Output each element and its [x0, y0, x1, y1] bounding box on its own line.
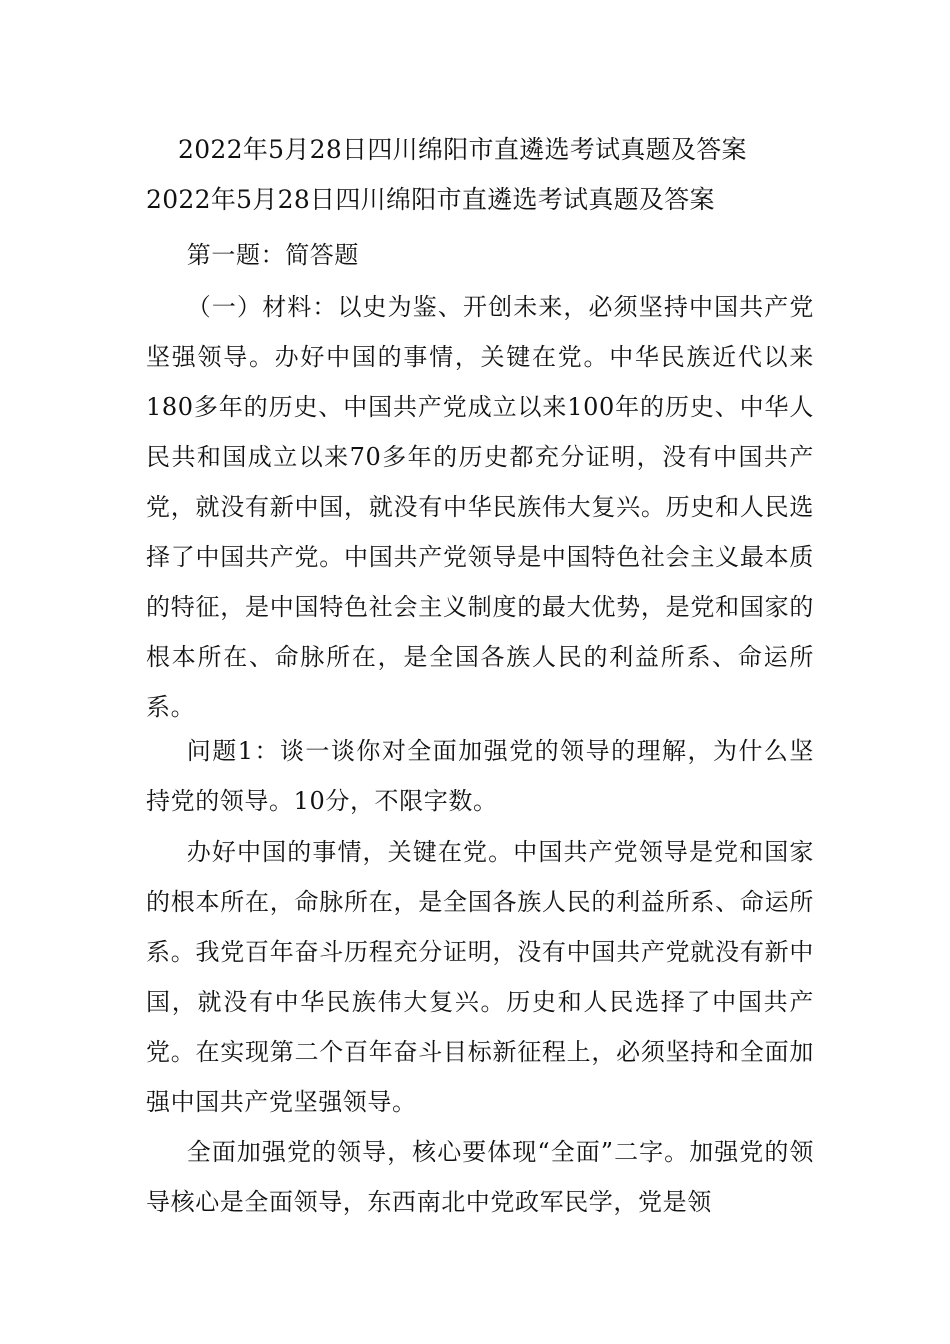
- section-heading: 第一题：简答题: [186, 241, 359, 269]
- question-paragraph: 问题1：谈一谈你对全面加强党的领导的理解，为什么坚持党的领导。10分，不限字数。: [146, 737, 814, 815]
- material-paragraph: （一）材料：以史为鉴、开创未来，必须坚持中国共产党坚强领导。办好中国的事情，关键在党。中华民族近代以来180多年的历史、中国共产党成立以来100年的历史、中华人民共和国成立以来70多年的历史都充分证明，没有中国共产党，就没有新中国，就没有中华民族伟大复兴。历史和人民选择了中国共产党。中国共产党领导是中国特色社会主义最本质的特征，是中国特色社会主义制度的最大优势，是党和国家的根本所在、命脉所在，是全国各族人民的利益所系、命运所系。: [146, 293, 814, 721]
- document-title: 2022年5月28日四川绵阳市直遴选考试真题及答案: [178, 135, 747, 164]
- document-title-repeat: 2022年5月28日四川绵阳市直遴选考试真题及答案: [146, 185, 715, 214]
- answer-paragraph-1: 办好中国的事情，关键在党。中国共产党领导是党和国家的根本所在，命脉所在，是全国各族人民的利益所系、命运所系。我党百年奋斗历程充分证明，没有中国共产党就没有新中国，就没有中华民族伟大复兴。历史和人民选择了中国共产党。在实现第二个百年奋斗目标新征程上，必须坚持和全面加强中国共产党坚强领导。: [146, 838, 814, 1116]
- answer-paragraph-2: 全面加强党的领导，核心要体现“全面”二字。加强党的领导核心是全面领导，东西南北中党政军民学，党是领: [146, 1138, 814, 1216]
